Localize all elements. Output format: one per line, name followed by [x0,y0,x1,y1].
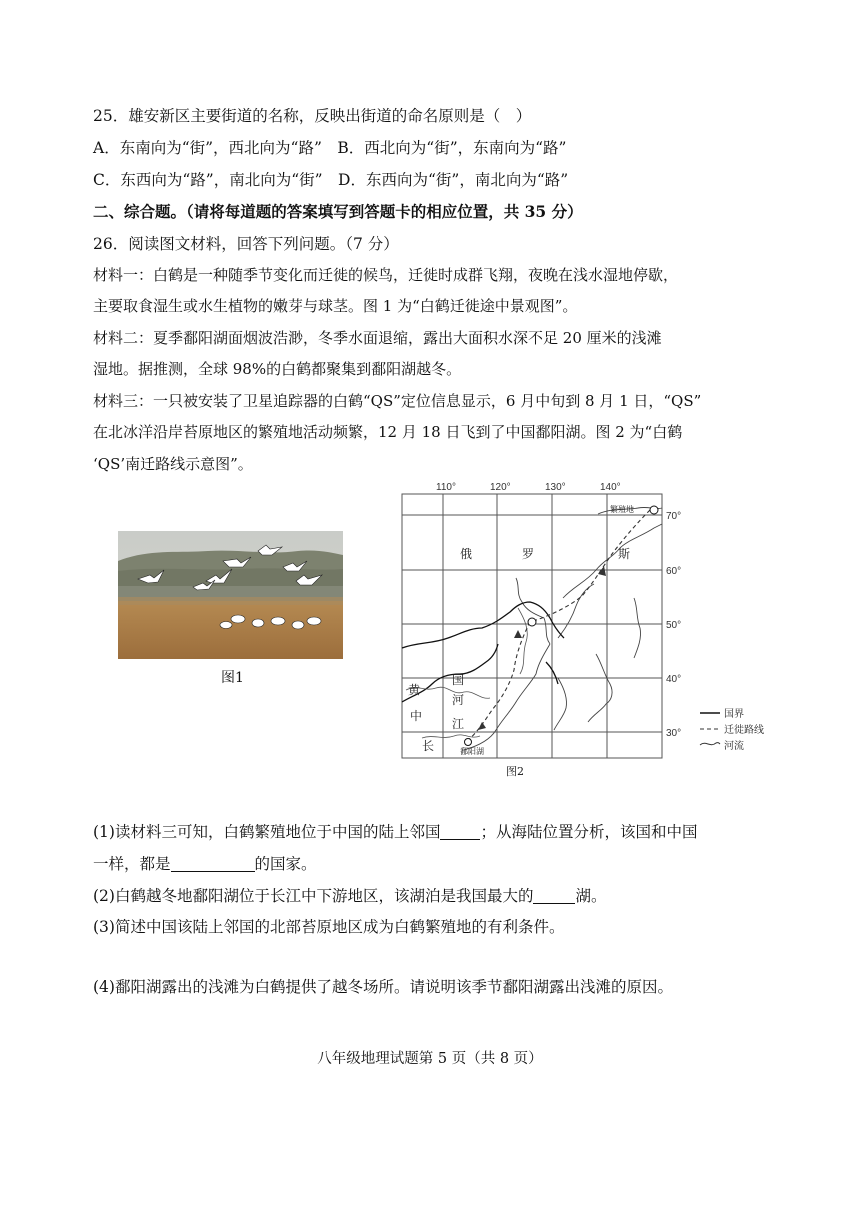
map-legend [700,708,764,752]
legend-route: 迁徙路线 [724,725,764,736]
answer-blank-1[interactable] [440,824,480,841]
label-huang: 黄 [408,683,421,697]
material-1-line-2: 主要取食湿生或水生植物的嫩芽与球茎。图 1 为“白鹤迁徙途中景观图”。 [93,297,578,315]
section-heading: 二、综合题。（请将每道题的答案填写到答题卡的相应位置，共 35 分） [93,202,583,221]
label-chang: 长 [422,739,435,753]
country-char-luo: 罗 [522,547,535,561]
lon-label-110: 110° [436,482,456,493]
label-he: 河 [452,693,465,707]
lat-label-50: 50° [666,620,682,631]
sub-question-3: (3)简述中国该陆上邻国的北部苔原地区成为白鹤繁殖地的有利条件。 [93,918,565,936]
crane-photo [118,531,343,659]
legend-border: 国界 [724,709,744,720]
country-char-e: 俄 [460,547,473,561]
page-footer: 八年级地理试题第 5 页（共 8 页） [317,1051,543,1067]
breeding-site-marker [650,506,658,514]
poyang-lake-marker [465,739,472,746]
label-jiang: 江 [452,717,465,731]
sub-question-4: (4)鄱阳湖露出的浅滩为白鹤提供了越冬场所。请说明该季节鄱阳湖露出浅滩的原因。 [93,978,673,996]
migration-route-map [398,478,776,780]
legend-river: 河流 [724,741,744,752]
label-zhong: 中 [410,709,423,723]
sub-question-2: (2)白鹤越冬地鄱阳湖位于长江中下游地区，该湖泊是我国最大的 湖。 [93,887,607,905]
answer-blank-3[interactable] [533,888,575,905]
lon-label-130: 130° [545,482,566,493]
figure-2-caption: 图2 [506,765,524,778]
stopover-marker [528,618,536,626]
lat-label-30: 30° [666,728,682,739]
q25-options-ab: A．东南向为“街”，西北向为“路” B．西北向为“街”，东南向为“路” [93,139,567,157]
poyang-lake-label: 鄱阳湖 [460,747,484,756]
material-3-line-2: 在北冰洋沿岸苔原地区的繁殖地活动频繁，12 月 18 日飞到了中国鄱阳湖。图 2 为“白鹤 [93,423,683,441]
material-1-line-1: 材料一：白鹤是一种随季节变化而迁徙的候鸟，迁徙时成群飞翔，夜晚在浅水湿地停歇， [93,266,679,284]
label-guo: 国 [452,673,465,687]
lat-label-60: 60° [666,566,682,577]
q26-intro: 26．阅读图文材料，回答下列问题。（7 分） [93,235,399,253]
lat-label-70: 70° [666,511,682,522]
lon-label-120: 120° [490,482,511,493]
material-3-line-3: ‘QS’南迁路线示意图”。 [93,455,253,473]
sub-question-1-line-2: 一样，都是 的国家。 [93,855,317,873]
sub-question-1-line-1: (1)读材料三可知，白鹤繁殖地位于中国的陆上邻国 ；从海陆位置分析，该国和中国 [93,823,698,841]
material-3-line-1: 材料三：一只被安装了卫星追踪器的白鹤“QS”定位信息显示，6 月中旬到 8 月 1 日，“QS” [93,392,702,410]
lat-label-40: 40° [666,674,682,685]
q25-stem: 25．雄安新区主要街道的名称，反映出街道的命名原则是（ ） [93,107,532,125]
breeding-site-label: 繁殖地 [610,505,634,514]
material-2-line-2: 湿地。据推测，全球 98%的白鹤都聚集到鄱阳湖越冬。 [93,360,462,378]
lon-label-140: 140° [600,482,621,493]
country-char-si: 斯 [618,547,631,561]
figure-1-caption: 图1 [221,670,244,686]
answer-blank-2[interactable] [171,856,255,873]
material-2-line-1: 材料二：夏季鄱阳湖面烟波浩渺，冬季水面退缩，露出大面积水深不足 20 厘米的浅滩 [93,329,662,347]
q25-options-cd: C．东西向为“路”，南北向为“街” D．东西向为“街”，南北向为“路” [93,171,569,189]
